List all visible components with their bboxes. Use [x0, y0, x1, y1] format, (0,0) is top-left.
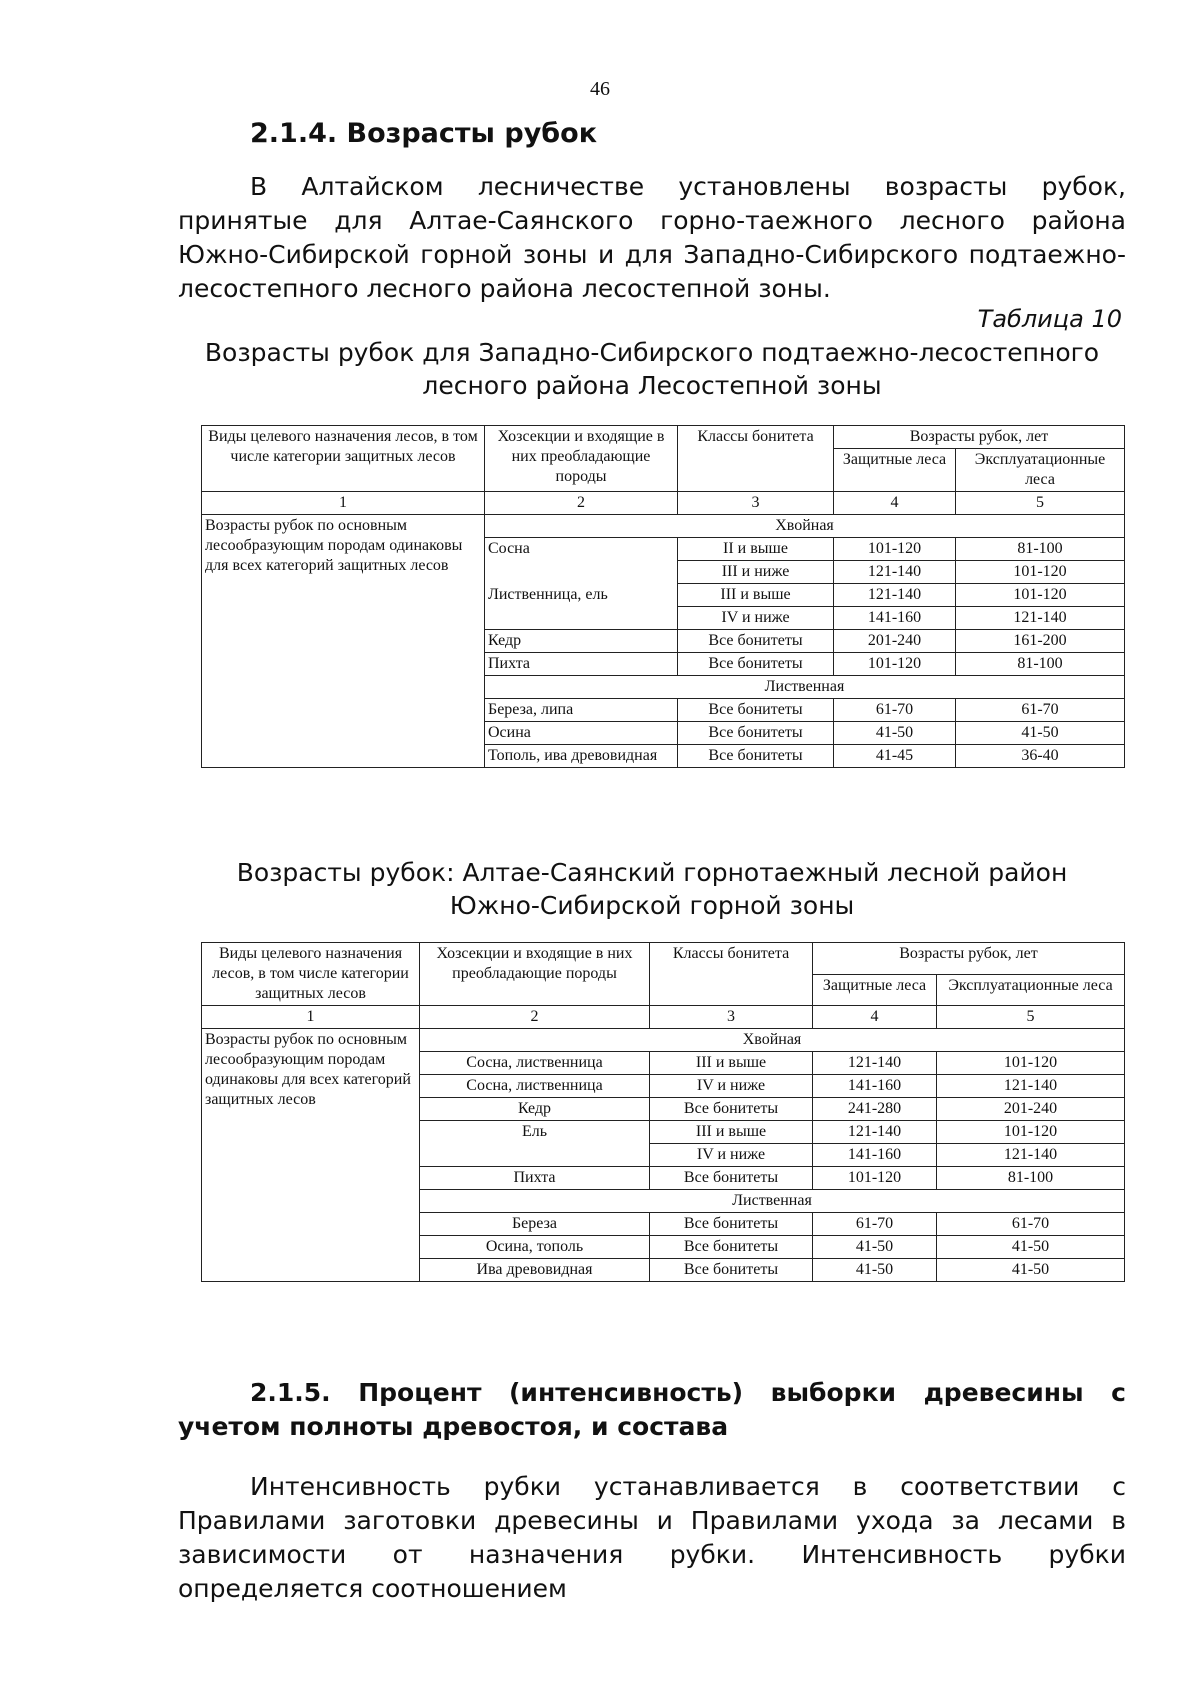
table1-group-deciduous: Лиственная [485, 676, 1125, 699]
table-number: Таблица 10 [977, 305, 1122, 333]
table1-species: Кедр [485, 630, 678, 653]
table2-exploit: 41-50 [937, 1236, 1125, 1259]
table1-protective: 121-140 [834, 584, 956, 607]
table1-species: Береза, липа [485, 699, 678, 722]
table2-group-conifer: Хвойная [420, 1029, 1125, 1052]
table2-group-row [202, 1029, 1125, 1052]
table1-numbers-row [202, 492, 1125, 515]
intro-paragraph: В Алтайском лесничестве установлены возрасты рубок, принятые для Алтае-Саянского горно-таежного лесного района Южно-Сибирской горной зоны и для Западно-Сибирского подтаежно-лесостепного лесного района лесостепной зоны. [178, 172, 1126, 303]
table1-caption [178, 336, 1126, 402]
table1-species [485, 561, 678, 584]
subsection-heading: 2.1.5. Процент (интенсивность) выборки древесины с учетом полноты древостоя, и состава [178, 1378, 1126, 1441]
table2-protective: 41-50 [813, 1236, 937, 1259]
table2-class: III и выше [650, 1121, 813, 1144]
table2-class: Все бонитеты [650, 1236, 813, 1259]
table2 [201, 942, 1125, 1282]
table1-exploit: 81-100 [956, 538, 1125, 561]
table1-group-conifer: Хвойная [485, 515, 1125, 538]
table1-num-2: 2 [485, 492, 678, 515]
table2-exploit: 101-120 [937, 1121, 1125, 1144]
table1-exploit: 41-50 [956, 722, 1125, 745]
table2-header-col1: Виды целевого назначения лесов, в том числе категории защитных лесов [202, 943, 420, 1006]
table1-protective: 101-120 [834, 538, 956, 561]
table2-protective: 41-50 [813, 1259, 937, 1282]
table1-class: II и выше [678, 538, 834, 561]
table2-class: Все бонитеты [650, 1259, 813, 1282]
table2-caption [178, 856, 1126, 922]
table2-protective: 241-280 [813, 1098, 937, 1121]
table1-exploit: 81-100 [956, 653, 1125, 676]
table1-species: Тополь, ива древовидная [485, 745, 678, 768]
table1-class: Все бонитеты [678, 699, 834, 722]
table2-protective: 101-120 [813, 1167, 937, 1190]
table2-protective: 141-160 [813, 1144, 937, 1167]
table2-exploit: 61-70 [937, 1213, 1125, 1236]
table1-num-4: 4 [834, 492, 956, 515]
table2-num-2: 2 [420, 1006, 650, 1029]
table1-caption-line2: лесного района Лесостепной зоны [422, 371, 882, 400]
table1-species [485, 607, 678, 630]
table2-protective: 121-140 [813, 1052, 937, 1075]
table1-num-5: 5 [956, 492, 1125, 515]
table2-group-deciduous: Лиственная [420, 1190, 1125, 1213]
table2-exploit: 201-240 [937, 1098, 1125, 1121]
table1-exploit: 101-120 [956, 561, 1125, 584]
table1-header-col3: Классы бонитета [678, 426, 834, 492]
table2-exploit: 121-140 [937, 1144, 1125, 1167]
table1-species: Лиственница, ель [485, 584, 678, 607]
table2-species: Ель [420, 1121, 650, 1144]
table1-exploit: 121-140 [956, 607, 1125, 630]
table1-class: Все бонитеты [678, 745, 834, 768]
table2-num-5: 5 [937, 1006, 1125, 1029]
table2-species: Осина, тополь [420, 1236, 650, 1259]
table2-num-4: 4 [813, 1006, 937, 1029]
table1 [201, 425, 1125, 768]
table1-group-row [202, 515, 1125, 538]
table2-exploit: 81-100 [937, 1167, 1125, 1190]
table1-protective: 61-70 [834, 699, 956, 722]
page-number: 46 [590, 78, 610, 100]
table1-header-col2: Хозсекции и входящие в них преобладающие породы [485, 426, 678, 492]
table1-caption-line1: Возрасты рубок для Западно-Сибирского подтаежно-лесостепного [204, 338, 1100, 367]
table2-exploit: 101-120 [937, 1052, 1125, 1075]
table2-species: Береза [420, 1213, 650, 1236]
table2-exploit: 41-50 [937, 1259, 1125, 1282]
table2-caption-line1: Возрасты рубок: Алтае-Саянский горнотаежный лесной район [236, 858, 1068, 887]
table2-species: Пихта [420, 1167, 650, 1190]
table1-species: Осина [485, 722, 678, 745]
table1-exploit: 36-40 [956, 745, 1125, 768]
table2-header-col5: Эксплуатационные леса [937, 974, 1125, 1006]
table1-class: Все бонитеты [678, 630, 834, 653]
table1-first-col: Возрасты рубок по основным лесообразующим породам одинаковы для всех категорий защитных лесов [202, 515, 485, 768]
table1-class: Все бонитеты [678, 653, 834, 676]
table1-exploit: 101-120 [956, 584, 1125, 607]
table2-header-col3: Классы бонитета [650, 943, 813, 1006]
table2-protective: 121-140 [813, 1121, 937, 1144]
table1-class: Все бонитеты [678, 722, 834, 745]
table1-header-col4: Защитные леса [834, 449, 956, 492]
table1-protective: 41-45 [834, 745, 956, 768]
table2-caption-line2: Южно-Сибирской горной зоны [449, 891, 855, 920]
table1-class: IV и ниже [678, 607, 834, 630]
table2-first-col: Возрасты рубок по основным лесообразующим породам одинаковы для всех категорий защитных лесов [202, 1029, 420, 1282]
table1-header-row [202, 426, 1125, 449]
table2-num-1: 1 [202, 1006, 420, 1029]
table1-species: Пихта [485, 653, 678, 676]
table2-species: Кедр [420, 1098, 650, 1121]
table2-numbers-row [202, 1006, 1125, 1029]
table1-protective: 201-240 [834, 630, 956, 653]
table1-header-col1: Виды целевого назначения лесов, в том числе категории защитных лесов [202, 426, 485, 492]
table1-exploit: 61-70 [956, 699, 1125, 722]
table2-class: III и выше [650, 1052, 813, 1075]
table1-protective: 41-50 [834, 722, 956, 745]
table2-species: Сосна, лиственница [420, 1052, 650, 1075]
table1-exploit: 161-200 [956, 630, 1125, 653]
final-paragraph: Интенсивность рубки устанавливается в соответствии с Правилами заготовки древесины и Правилами ухода за лесами в зависимости от назначения рубки. Интенсивность рубки определяется соотношением [178, 1472, 1126, 1603]
table1-protective: 101-120 [834, 653, 956, 676]
table2-protective: 61-70 [813, 1213, 937, 1236]
table2-header-col2: Хозсекции и входящие в них преобладающие породы [420, 943, 650, 1006]
table2-species [420, 1144, 650, 1167]
table2-num-3: 3 [650, 1006, 813, 1029]
table2-class: Все бонитеты [650, 1213, 813, 1236]
table1-num-3: 3 [678, 492, 834, 515]
table2-species: Ива древовидная [420, 1259, 650, 1282]
table2-species: Сосна, лиственница [420, 1075, 650, 1098]
table1-class: III и ниже [678, 561, 834, 584]
table1-protective: 121-140 [834, 561, 956, 584]
table1-header-col5: Эксплуатационные леса [956, 449, 1125, 492]
table2-class: IV и ниже [650, 1075, 813, 1098]
table1-header-ages: Возрасты рубок, лет [834, 426, 1125, 449]
table1-protective: 141-160 [834, 607, 956, 630]
table2-header-row [202, 943, 1125, 975]
table2-class: IV и ниже [650, 1144, 813, 1167]
table2-class: Все бонитеты [650, 1167, 813, 1190]
table2-class: Все бонитеты [650, 1098, 813, 1121]
table1-species: Сосна [485, 538, 678, 561]
table2-header-col4: Защитные леса [813, 974, 937, 1006]
table2-protective: 141-160 [813, 1075, 937, 1098]
table2-header-ages: Возрасты рубок, лет [813, 943, 1125, 975]
table2-exploit: 121-140 [937, 1075, 1125, 1098]
section-heading: 2.1.4. Возрасты рубок [250, 118, 598, 149]
table1-class: III и выше [678, 584, 834, 607]
table1-num-1: 1 [202, 492, 485, 515]
